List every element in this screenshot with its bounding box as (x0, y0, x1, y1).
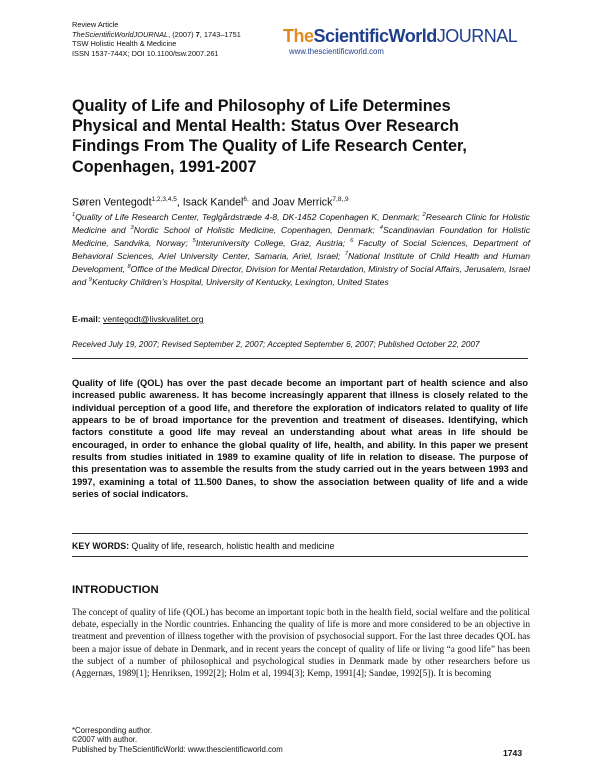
email-link[interactable]: ventegodt@livskvalitet.org (103, 314, 204, 324)
divider-abstract (72, 533, 528, 534)
author-superscript: 1,2,3,4,5 (151, 196, 177, 203)
affiliations (72, 210, 530, 288)
article-dates: Received July 19, 2007; Revised September 2, 2007; Accepted September 6, 2007; Published October 22, 2007 (72, 340, 480, 349)
author-name: Isack Kandel (182, 196, 244, 209)
article-title: Quality of Life and Philosophy of Life Determines Physical and Mental Health: Status Over Research Findings From The Quality of Life Research Center, Copenhagen, 1991-2007 (72, 97, 467, 176)
citation-pages: , 1743–1751 (199, 29, 241, 39)
author-list (72, 196, 349, 209)
logo-url[interactable]: www.thescientificworld.com (289, 47, 384, 56)
author-name: Joav Merrick (272, 196, 333, 209)
author-superscript: 6, (243, 196, 249, 203)
page-footer (72, 726, 283, 754)
abstract: Quality of life (QOL) has over the past decade become an important part of health science and also increased public awareness. It has become increasingly apparent that illness is closely related to the individual perception of a good life, and therefore the exploration of indicators related to quality of life appears to be of broad importance for the prevention and treatment of diseases. Identifying, which factors constitute a good life may reveal an understanding about what areas in life should be encouraged, in order to enhance the global quality of life, health, and ability. In this paper we present results from studies initiated in 1989 to examine quality of life in relation to disease. The purpose of this presentation was to assemble the results from the study carried out in the years between 1993 and 1997, examining a total of 11.500 Danes, to show the association between quality of life and a wide series of social indicators. (72, 378, 528, 500)
citation-rest: , (2007) (168, 29, 196, 39)
keywords-label: KEY WORDS: (72, 541, 130, 551)
author-separator: , (176, 196, 183, 209)
publisher-note: Published by TheScientificWorld: www.thescientificworld.com (72, 744, 283, 754)
journal-logo (283, 26, 533, 56)
article-meta (72, 20, 241, 58)
email-label: E-mail: (72, 314, 101, 324)
affiliation-text: Quality of Life Research Center, Teglgårdstræde 4-8, DK-1452 Copenhagen K, Denmark; (75, 211, 423, 222)
introduction-paragraph: The concept of quality of life (QOL) has become an important topic both in the health field, social welfare and the political debate, especially in the Nordic countries. Enhancing the quality of life is more and more considered to be an objective in treatment and prevention of illness together with the provision of psychosocial support. For the last three decades QOL has been a major issue of debate in Denmark, and in recent years the concept of quality of life or living “a good life” has been the subject of a number of philosophical and psychological studies in Denmark made by other researchers before us (Aggernæs, 1989[1]; Henriksen, 1992[2]; Holm et al, 1994[3]; Kemp, 1991[4]; Sandøe, 1992[5]). It is becoming (72, 608, 530, 680)
copyright-note: ©2007 with author. (72, 735, 138, 745)
divider-keywords (72, 556, 528, 557)
affiliation-text: Kentucky Children’s Hospital, University of Kentucky, Lexington, United States (91, 276, 389, 287)
affiliation-text: Research Clinic for Holistic Medicine and (72, 211, 530, 235)
affiliation-superscript: 7 (344, 250, 349, 257)
affiliation-text: Scandinavian Foundation for Holistic Medicine, Sandvika, Norway; (72, 224, 530, 248)
affiliation-text: Office of the Medical Director, Division for Mental Retardation, Ministry of Social Affairs, Jerusalem, Israel and (72, 263, 530, 287)
affiliation-superscript: 3 (130, 224, 134, 231)
corresponding-note: *Corresponding author. (72, 726, 153, 735)
logo-the: The (283, 26, 314, 46)
affiliation-superscript: 1 (72, 212, 76, 218)
affiliation-text: Faculty of Social Sciences, Department of Behavioral Sciences, Ariel University Center, Samaria, Ariel, Israel; (72, 237, 531, 261)
author-separator: and (248, 196, 273, 209)
affiliation-superscript: 4 (379, 224, 383, 231)
affiliation-text: Nordic School of Holistic Medicine, Copenhagen, Denmark; (133, 224, 380, 235)
logo-journal: JOURNAL (436, 26, 518, 46)
citation-journal: TheScientificWorldJOURNAL (72, 29, 169, 39)
issn-doi: ISSN 1537-744X; DOI 10.1100/tsw.2007.261 (72, 48, 219, 58)
citation (72, 30, 241, 40)
logo-scientific: Scientific (313, 26, 389, 46)
affiliation-superscript: 9 (88, 276, 92, 283)
logo-wordmark (283, 26, 533, 46)
contact-email (72, 314, 204, 324)
journal-section: TSW Holistic Health & Medicine (72, 39, 177, 49)
affiliation-superscript: 5 (192, 237, 196, 244)
author-name: Søren Ventegodt (72, 196, 152, 209)
keywords-text: Quality of life, research, holistic health and medicine (131, 541, 335, 551)
keywords (72, 541, 334, 551)
logo-world: World (388, 26, 437, 46)
affiliation-text: Interuniversity College, Graz, Austria; (195, 237, 351, 248)
affiliation-text: National Institute of Child Health and Human Development, (72, 250, 530, 274)
page-number: 1743 (503, 748, 523, 758)
review-type: Review Article (72, 20, 119, 29)
affiliation-superscript: 8 (127, 263, 131, 270)
affiliation-superscript: 6 (350, 237, 354, 244)
divider-top (72, 358, 528, 359)
section-heading-introduction: INTRODUCTION (72, 584, 159, 596)
citation-volume: 7 (195, 29, 200, 39)
author-superscript: 7,8,,9 (332, 196, 349, 203)
affiliation-superscript: 2 (422, 212, 426, 218)
